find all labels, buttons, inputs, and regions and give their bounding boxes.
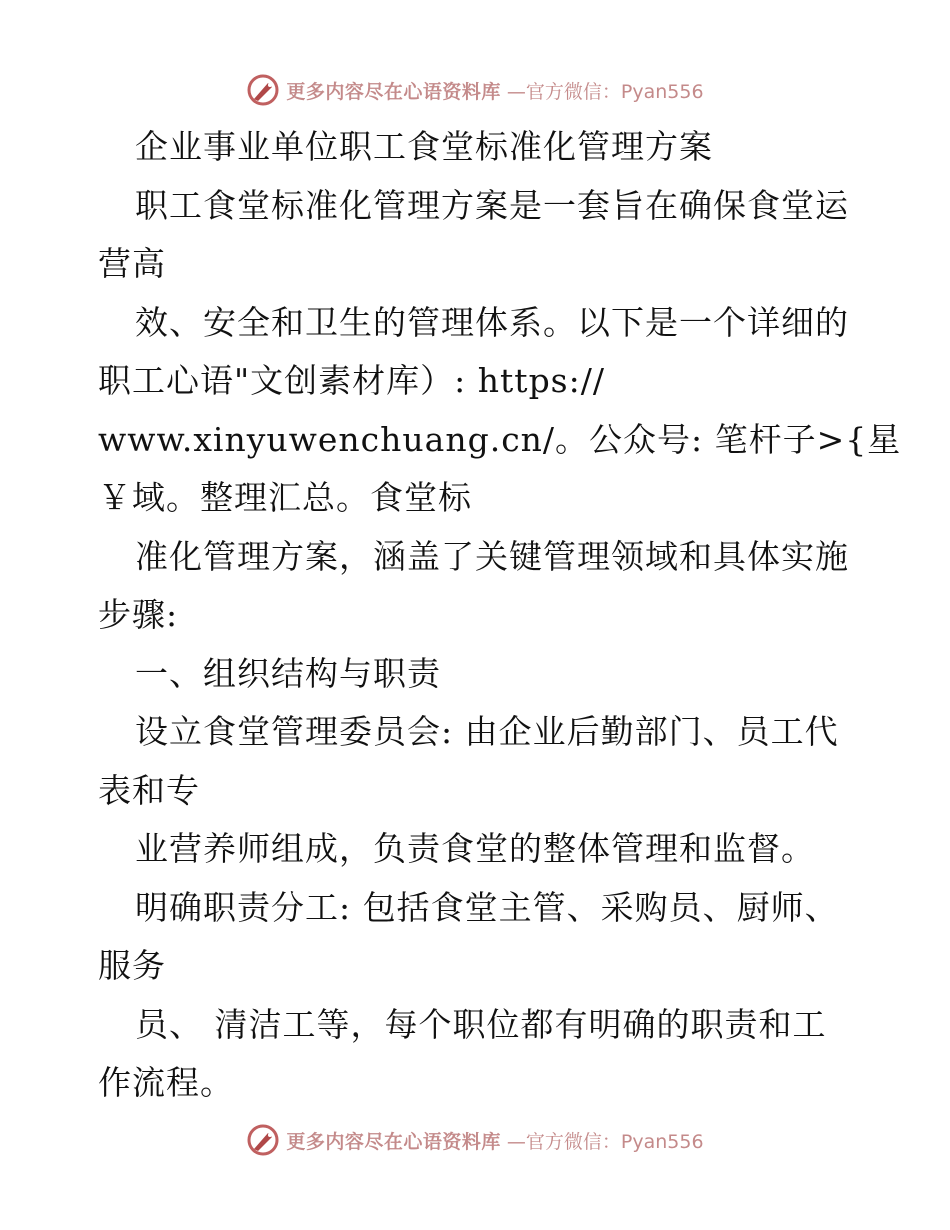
pen-nib-logo-icon xyxy=(246,1123,280,1157)
paragraph-line: 员、 清洁工等，每个职位都有明确的职责和工 xyxy=(135,1004,827,1044)
footer-watermark-banner xyxy=(0,1120,950,1160)
paragraph-line: 业营养师组成，负责食堂的整体管理和监督。 xyxy=(135,829,815,868)
banner-site-text: 更多内容尽在心语资料库 xyxy=(286,80,501,103)
pen-nib-logo-icon xyxy=(246,73,280,107)
paragraph-line: 职工食堂标准化管理方案是一套旨在确保食堂运 xyxy=(135,185,849,225)
paragraph-line: 明确职责分工: 包括食堂主管、采购员、厨师、 xyxy=(135,887,839,927)
paragraph-line: 步骤: xyxy=(98,595,179,634)
paragraph-line: 设立食堂管理委员会: 由企业后勤部门、员工代 xyxy=(135,712,839,751)
paragraph-line: www.xinyuwenchuang.cn/。公众号: 笔杆子>{星 xyxy=(98,419,902,459)
paragraph-line: 准化管理方案，涵盖了关键管理领域和具体实施 xyxy=(135,536,849,576)
paragraph-line: 服务 xyxy=(98,946,166,985)
banner-wechat-text: —官方微信：Pyan556 xyxy=(506,80,704,103)
paragraph-line: 营高 xyxy=(98,244,166,283)
paragraph-line: ￥域。整理汇总。食堂标 xyxy=(98,478,472,517)
banner-wechat-text: —官方微信：Pyan556 xyxy=(506,1130,704,1153)
paragraph-line: 作流程。 xyxy=(98,1063,234,1102)
banner-site-text: 更多内容尽在心语资料库 xyxy=(286,1130,501,1153)
paragraph-line: 效、安全和卫生的管理体系。以下是一个详细的 xyxy=(135,302,849,342)
document-title: 企业事业单位职工食堂标准化管理方案 xyxy=(135,127,713,166)
header-watermark-banner xyxy=(0,70,950,110)
paragraph-line: 职工心语"文创素材库）: https:// xyxy=(98,361,605,400)
document-body xyxy=(98,118,902,1113)
paragraph-line: 表和专 xyxy=(98,770,200,810)
section-heading: 一、组织结构与职责 xyxy=(135,653,441,693)
